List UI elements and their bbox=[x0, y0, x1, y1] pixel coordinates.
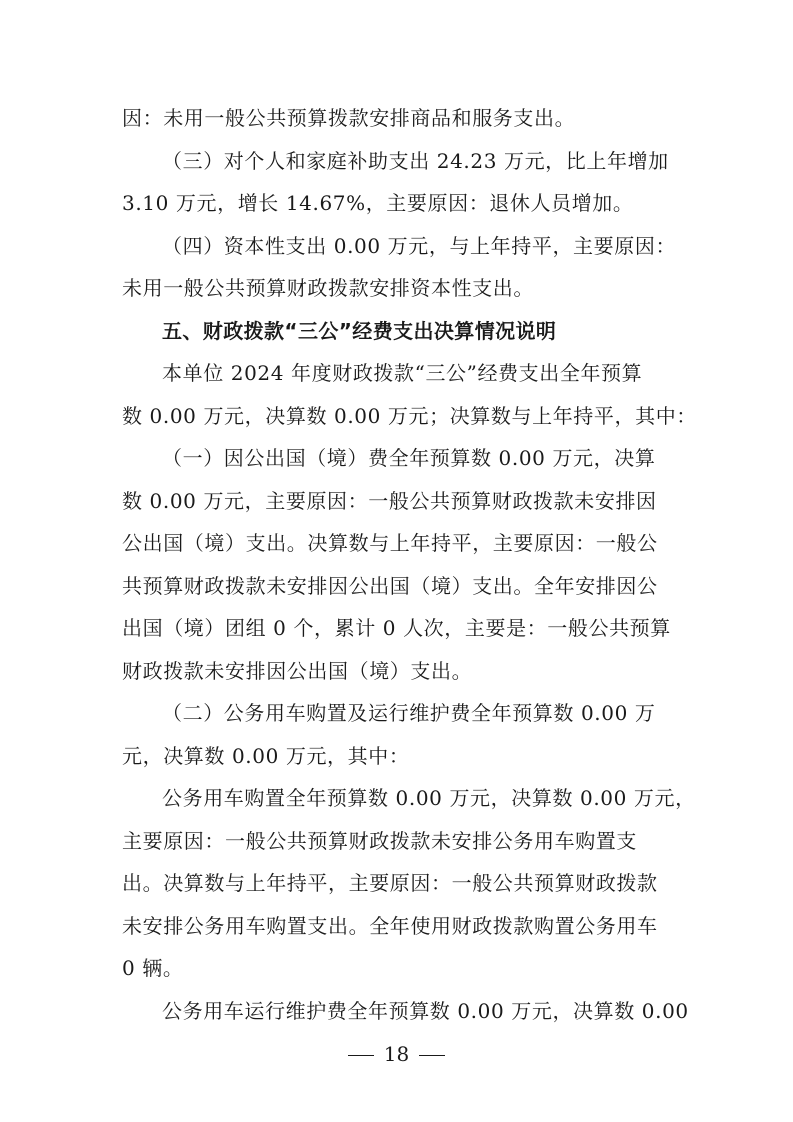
text-line: 数 0.00 万元，决算数 0.00 万元；决算数与上年持平，其中： bbox=[122, 404, 697, 428]
dash-left bbox=[348, 1055, 374, 1056]
text-line: 元，决算数 0.00 万元，其中： bbox=[122, 744, 410, 768]
text-line: （二）公务用车购置及运行维护费全年预算数 0.00 万 bbox=[162, 701, 656, 725]
text-line: 主要原因：一般公共预算财政拨款未安排公务用车购置支 bbox=[122, 829, 637, 853]
text-line: 共预算财政拨款未安排因公出国（境）支出。全年安排因公 bbox=[122, 574, 658, 598]
text-line: 出。决算数与上年持平，主要原因：一般公共预算财政拨款 bbox=[122, 871, 658, 895]
text-line: （三）对个人和家庭补助支出 24.23 万元，比上年增加 bbox=[162, 149, 669, 173]
page-footer bbox=[0, 1040, 793, 1068]
text-line: 公出国（境）支出。决算数与上年持平，主要原因：一般公 bbox=[122, 531, 658, 555]
text-line: 未安排公务用车购置支出。全年使用财政拨款购置公务用车 bbox=[122, 914, 658, 938]
text-line: 数 0.00 万元，主要原因：一般公共预算财政拨款未安排因 bbox=[122, 489, 657, 513]
text-line: 公务用车购置全年预算数 0.00 万元，决算数 0.00 万元， bbox=[162, 786, 696, 810]
text-line: （四）资本性支出 0.00 万元，与上年持平，主要原因： bbox=[162, 234, 677, 258]
text-line: 3.10 万元，增长 14.67%，主要原因：退休人员增加。 bbox=[122, 191, 634, 215]
text-line: 出国（境）团组 0 个，累计 0 人次，主要是：一般公共预算 bbox=[122, 616, 671, 640]
text-line: 因：未用一般公共预算拨款安排商品和服务支出。 bbox=[122, 106, 576, 130]
section-heading: 五、财政拨款“三公”经费支出决算情况说明 bbox=[162, 319, 557, 343]
page-number: 18 bbox=[383, 1042, 410, 1066]
text-line: 公务用车运行维护费全年预算数 0.00 万元，决算数 0.00 bbox=[162, 999, 689, 1023]
text-line: （一）因公出国（境）费全年预算数 0.00 万元，决算 bbox=[162, 446, 656, 470]
text-line: 0 辆。 bbox=[122, 956, 184, 980]
text-line: 财政拨款未安排因公出国（境）支出。 bbox=[122, 659, 473, 683]
text-line: 未用一般公共预算财政拨款安排资本性支出。 bbox=[122, 276, 534, 300]
dash-right bbox=[419, 1055, 445, 1056]
text-line: 本单位 2024 年度财政拨款“三公”经费支出全年预算 bbox=[162, 361, 643, 385]
